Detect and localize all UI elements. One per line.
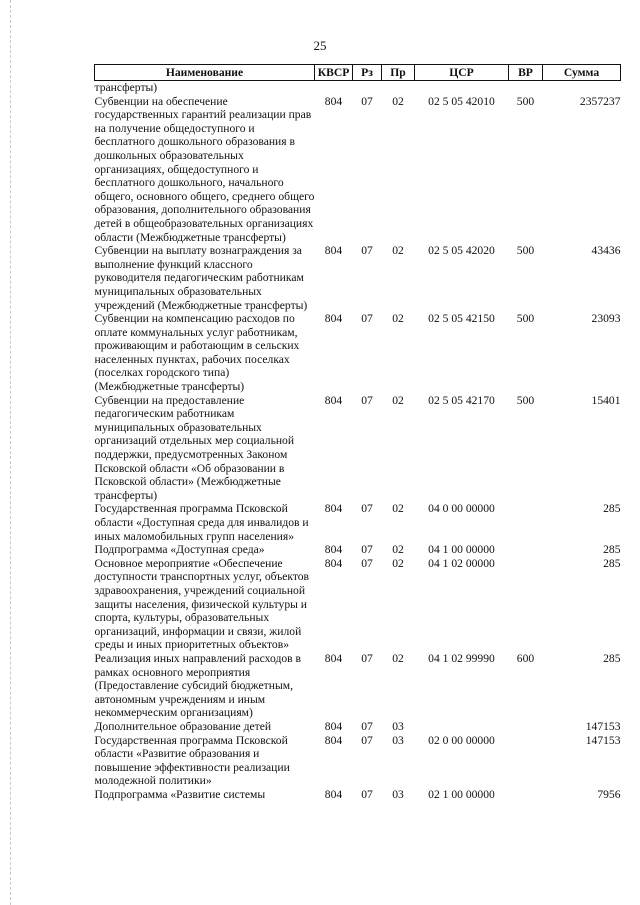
row-csr-cell: 02 1 00 00000 [428, 787, 495, 801]
row-rz-cell: 07 [361, 719, 373, 733]
row-sum-cell: 285 [603, 502, 621, 516]
row-name-cell: Субвенции на компенсацию расходов по оплате коммунальных услуг работникам, проживающим и работающим в сельских населенных пунктах, рабочих поселках (поселках городского типа) (Межбюджетные трансферты) [94, 312, 300, 394]
row-vr-cell [509, 557, 543, 652]
row-rz-cell: 07 [361, 651, 373, 665]
row-pr-cell: 02 [392, 543, 404, 557]
row-kvsr-cell: 804 [324, 719, 343, 733]
row-csr-cell: 02 5 05 42150 [428, 312, 495, 326]
row-kvsr-cell: 804 [324, 733, 343, 747]
row-name-cell: Дополнительное образование детей [94, 719, 272, 733]
row-csr-cell [415, 81, 509, 95]
row-csr-cell: 04 1 02 00000 [428, 556, 495, 570]
table-row [95, 788, 621, 802]
col-header-pr: Пр [382, 65, 415, 81]
row-sum-cell: 147153 [585, 733, 621, 747]
row-name-cell: Основное мероприятие «Обеспечение доступности транспортных услуг, объектов здравоохранения, учреждений социальной защиты населения, физической культуры и спорта, культуры, образовательных организаций, информации и связи, жилой среды и иных приоритетных объектов» [94, 556, 310, 652]
row-csr-cell: 02 5 05 42170 [428, 393, 495, 407]
table-header-row [95, 65, 621, 81]
row-sum-cell [543, 81, 621, 95]
row-vr-cell [509, 502, 543, 543]
row-pr-cell: 03 [392, 719, 404, 733]
row-csr-cell: 04 1 00 00000 [428, 543, 495, 557]
row-sum-cell: 7956 [597, 787, 621, 801]
row-kvsr-cell: 804 [324, 393, 343, 407]
col-header-rz: Рз [353, 65, 382, 81]
budget-table [94, 64, 621, 801]
row-kvsr-cell: 804 [324, 556, 343, 570]
row-rz-cell [353, 81, 382, 95]
row-name-cell: Реализация иных направлений расходов в рамках основного мероприятия (Предоставление субсидий бюджетным, автономным учреждениям и иным некоммерческим организациям) [94, 651, 301, 720]
row-pr-cell: 02 [392, 244, 404, 258]
row-rz-cell: 07 [361, 393, 373, 407]
row-pr-cell: 03 [392, 787, 404, 801]
row-rz-cell: 07 [361, 733, 373, 747]
col-header-name: Наименование [95, 65, 315, 81]
row-kvsr-cell [315, 81, 353, 95]
row-name-cell: Субвенции на обеспечение государственных гарантий реализации прав на получение общедоступного и бесплатного дошкольного образования в дошкольных образовательных организациях, общедоступного и бесплатного дошкольного, начального общего, основного общего, среднего общего образования, дополнительного образования детей в общеобразовательных организациях области (Межбюджетные трансферты) [94, 94, 315, 244]
page-number: 25 [313, 38, 327, 53]
row-vr-cell [509, 788, 543, 802]
row-rz-cell: 07 [361, 94, 373, 108]
table-row [95, 652, 621, 720]
row-name-cell: Государственная программа Псковской области «Доступная среда для инвалидов и иных маломобильных групп населения» [94, 502, 309, 543]
table-row [95, 557, 621, 652]
row-pr-cell: 02 [392, 502, 404, 516]
row-pr-cell: 03 [392, 733, 404, 747]
row-vr-cell: 500 [516, 94, 535, 108]
row-name-cell: трансферты) [94, 81, 158, 94]
row-csr-cell [415, 720, 509, 734]
table-row [95, 312, 621, 394]
row-vr-cell: 500 [516, 312, 535, 326]
row-rz-cell: 07 [361, 502, 373, 516]
col-header-csr: ЦСР [415, 65, 509, 81]
row-kvsr-cell: 804 [324, 651, 343, 665]
row-kvsr-cell: 804 [324, 312, 343, 326]
row-kvsr-cell: 804 [324, 543, 343, 557]
row-vr-cell: 500 [516, 393, 535, 407]
row-name-cell: Субвенции на предоставление педагогическим работникам муниципальных образовательных организаций отдельных мер социальной поддержки, предусмотренных Законом Псковской области «Об образовании в Псковской области» (Межбюджетные трансферты) [94, 393, 295, 502]
row-pr-cell: 02 [392, 94, 404, 108]
row-rz-cell: 07 [361, 556, 373, 570]
row-csr-cell: 04 0 00 00000 [428, 502, 495, 516]
row-pr-cell: 02 [392, 651, 404, 665]
row-sum-cell: 147153 [585, 719, 621, 733]
col-header-sum: Сумма [543, 65, 621, 81]
table-row [95, 81, 621, 95]
row-vr-cell [509, 720, 543, 734]
table-row [95, 502, 621, 543]
table-row [95, 734, 621, 788]
row-sum-cell: 285 [603, 651, 621, 665]
table-row [95, 95, 621, 245]
row-rz-cell: 07 [361, 787, 373, 801]
row-kvsr-cell: 804 [324, 502, 343, 516]
row-sum-cell: 15401 [591, 393, 621, 407]
row-kvsr-cell: 804 [324, 787, 343, 801]
row-pr-cell: 02 [392, 312, 404, 326]
table-row [95, 394, 621, 503]
row-pr-cell [382, 81, 415, 95]
scan-edge-line [10, 0, 11, 905]
row-vr-cell: 500 [516, 244, 535, 258]
row-kvsr-cell: 804 [324, 94, 343, 108]
row-pr-cell: 02 [392, 556, 404, 570]
row-vr-cell [509, 81, 543, 95]
row-sum-cell: 43436 [591, 244, 621, 258]
table-row [95, 543, 621, 557]
row-sum-cell: 285 [603, 556, 621, 570]
row-vr-cell: 600 [516, 651, 535, 665]
row-pr-cell: 02 [392, 393, 404, 407]
row-vr-cell [509, 543, 543, 557]
row-name-cell: Государственная программа Псковской области «Развитие образования и повышение эффективности реализации молодежной политики» [94, 733, 290, 788]
table-row [95, 244, 621, 312]
row-kvsr-cell: 804 [324, 244, 343, 258]
row-rz-cell: 07 [361, 244, 373, 258]
row-sum-cell: 23093 [591, 312, 621, 326]
row-rz-cell: 07 [361, 312, 373, 326]
col-header-kvsr: КВСР [315, 65, 353, 81]
row-csr-cell: 02 5 05 42010 [428, 94, 495, 108]
row-csr-cell: 02 0 00 00000 [428, 733, 495, 747]
row-sum-cell: 2357237 [579, 94, 621, 108]
row-name-cell: Субвенции на выплату вознаграждения за выполнение функций классного руководителя педагогическим работникам муниципальных образовательных учреждений (Межбюджетные трансферты) [94, 244, 308, 312]
row-name-cell: Подпрограмма «Развитие системы [94, 787, 266, 801]
table-row [95, 720, 621, 734]
row-vr-cell [509, 734, 543, 788]
row-rz-cell: 07 [361, 543, 373, 557]
row-csr-cell: 02 5 05 42020 [428, 244, 495, 258]
row-name-cell: Подпрограмма «Доступная среда» [94, 543, 265, 557]
col-header-vr: ВР [509, 65, 543, 81]
row-csr-cell: 04 1 02 99990 [428, 651, 495, 665]
row-sum-cell: 285 [603, 543, 621, 557]
